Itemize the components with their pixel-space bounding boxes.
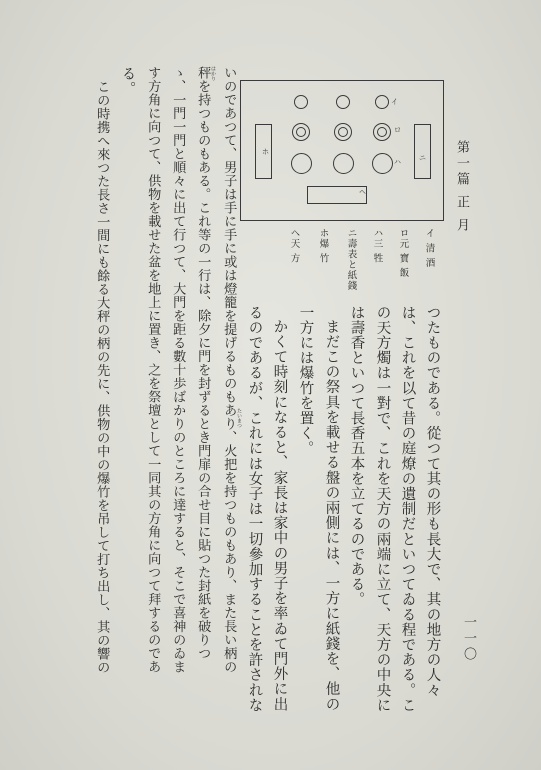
diagram-circle bbox=[375, 95, 389, 109]
diagram-double-circle bbox=[334, 123, 352, 141]
diagram-double-circle bbox=[373, 123, 391, 141]
text-line: は壽香といつて長香五本を立てるのである。 bbox=[348, 305, 365, 607]
diagram-mark: ロ bbox=[394, 126, 401, 134]
text-line: す方角に向つて、供物を載せた盆を地上に置き、之を祭壇として一同其の方角に向つて拜するのであ bbox=[145, 66, 161, 674]
legend-item-ho: ホ爆 竹 bbox=[317, 228, 329, 264]
ruby-scale: はかり bbox=[210, 66, 216, 81]
diagram-mark: イ bbox=[391, 98, 398, 106]
legend-item-ro: ロ元 寶 飯 bbox=[397, 228, 409, 279]
diagram-circle bbox=[336, 95, 350, 109]
diagram-circle bbox=[372, 153, 393, 174]
legend-item-he: ヘ天 方 bbox=[288, 228, 300, 264]
text-line: は、これを以て昔の庭燎の遺制だといつてゐる程である。こ bbox=[399, 305, 416, 713]
text-line: 秤を持つものもある。これ等の一行は、除夕に門を封ずるとき門扉の合せ目に貼つた封紙を破りつ bbox=[195, 66, 211, 660]
legend-item-ha: ハ三 牲 bbox=[371, 228, 383, 264]
text-line: ゝ、一門一門と順々に出て行つて、大門を距る數十歩ばかりのところに達すると、そこで喜神のゐま bbox=[170, 66, 186, 674]
legend-item-ni: ニ壽表と紙錢 bbox=[345, 228, 357, 291]
ruby-torch: たいまつ bbox=[236, 408, 242, 428]
diagram-right-block bbox=[414, 124, 431, 179]
text-line: つたものである。從つて其の形も長大で、其の地方の人々 bbox=[424, 305, 441, 698]
text-line: この時携へ來つた長さ一間にも餘る大秤の柄の先に、供物の中の爆竹を吊して打ち出し、其の響の bbox=[94, 80, 110, 674]
page-number: 一一〇 bbox=[461, 615, 476, 663]
text-line: るのであるが、これには女子は一切參加することを許されな bbox=[246, 305, 263, 713]
text-line: る。 bbox=[119, 66, 136, 97]
text-line: いのであつて、男子は手に手に或は燈籠を提げるものもあり、火把を持つものもあり、また長い柄の bbox=[221, 66, 237, 674]
diagram-mark: ホ bbox=[262, 148, 269, 156]
diagram-circle bbox=[294, 95, 308, 109]
diagram-mark: ヘ bbox=[359, 188, 366, 196]
diagram-circle bbox=[333, 153, 354, 174]
chapter-heading: 第一篇 正 月 bbox=[454, 140, 469, 235]
diagram-double-circle bbox=[292, 123, 310, 141]
text-line: かくて時刻になると、家長は家中の男子を率ゐて門外に出 bbox=[271, 319, 288, 712]
text-line: まだこの祭具を載せる盤の兩側には、一方に紙錢を、他の bbox=[323, 319, 340, 712]
text-line: 一方には爆竹を置く。 bbox=[297, 305, 314, 456]
legend-item-i: イ清 酒 bbox=[423, 228, 435, 268]
altar-diagram bbox=[240, 80, 444, 221]
diagram-mark: ニ bbox=[419, 154, 426, 162]
text-line: の天方燭は一對で、これを天方の兩端に立て、天方の中央に bbox=[374, 305, 391, 713]
diagram-bottom-block bbox=[307, 186, 367, 204]
diagram-circle bbox=[291, 153, 312, 174]
diagram-mark: ハ bbox=[394, 158, 401, 166]
